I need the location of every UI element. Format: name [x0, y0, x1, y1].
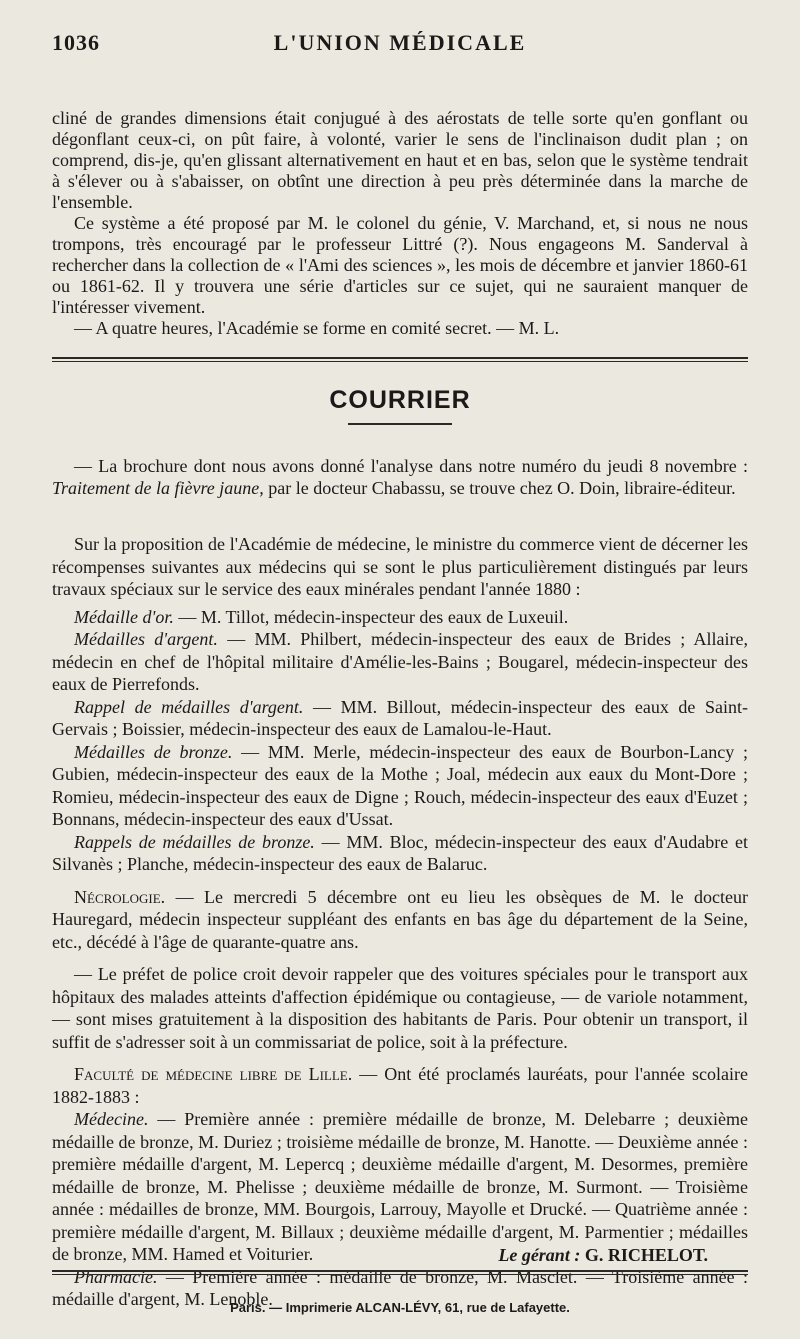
brochure-rest: par le docteur Chabassu, se trouve chez O. Doin, libraire-éditeur. — [263, 478, 736, 498]
police-paragraph: — Le préfet de police croit devoir rappeler que des voitures spéciales pour le transport aux hôpitaux des malades atteints d'affection épidémique ou contagieuse, — de variole notamment, — sont mises gratuitement à la disposition des habitants de Paris. Pour obtenir un transport, il suffit de s'adresser soit à un commissariat de police, soit à la préfecture. — [52, 964, 748, 1052]
proposal-paragraph: Sur la proposition de l'Académie de médecine, le ministre du commerce vient de décerner les récompenses suivantes aux médecins qui se sont le plus particulièrement distingués par leurs travaux spéciaux sur le service des eaux minérales pendant l'année 1880 : — [52, 534, 748, 599]
page-header — [52, 30, 748, 58]
award-label: Médaille d'or. — [74, 606, 174, 627]
award-item — [52, 628, 748, 696]
award-label: Médailles de bronze. — [74, 741, 233, 762]
award-label: Rappels de médailles de bronze. — [74, 831, 315, 852]
award-text: — MM. Merle, médecin-inspecteur des eaux de Bourbon-Lancy ; Gubien, médecin-inspecteur des eaux de la Mothe ; Joal, médecin aux eaux du Mont-Dore ; Romieu, médecin-inspecteur des eaux de Digne ; Rouch, médecin-inspecteur des eaux d'Euzet ; Bonnans, médecin-inspecteur des eaux d'Ussat. — [52, 741, 748, 829]
signature — [498, 1245, 708, 1266]
section-title: COURRIER — [329, 386, 471, 414]
article-continuation — [52, 108, 748, 339]
signature-role: Le gérant : — [498, 1245, 581, 1265]
faculte-text: — Ont été proclamés lauréats, pour l'année scolaire 1882-1883 : — [52, 1064, 748, 1107]
medecine-label: Médecine. — [74, 1109, 149, 1129]
faculte-paragraph — [52, 1063, 748, 1108]
journal-title: L'UNION MÉDICALE — [273, 30, 527, 55]
pharmacie-label: Pharmacie. — [74, 1266, 158, 1287]
award-label: Rappel de médailles d'argent. — [74, 696, 304, 717]
footer-divider — [52, 1270, 748, 1275]
award-item — [52, 741, 748, 831]
section-divider — [52, 357, 748, 362]
pharmacie-text: — Première année : médaille de bronze, M. Masclet. — Troisième année : médaille d'argent, M. Lenoble. — [52, 1266, 748, 1309]
award-text: — M. Tillot, médecin-inspecteur des eaux de Luxeuil. — [173, 606, 569, 627]
paragraph: — A quatre heures, l'Académie se forme en comité secret. — M. L. — [74, 318, 560, 338]
necrologie-text: — Le mercredi 5 décembre ont eu lieu les obsèques de M. le docteur Hauregard, médecin inspecteur suppléant des enfants en bas âge du département de la Seine, etc., décédé à l'âge de quarante-quatre ans. — [52, 886, 748, 952]
page-number: 1036 — [52, 30, 100, 55]
necrologie-paragraph — [52, 886, 748, 954]
award-text: — MM. Bloc, médecin-inspecteur des eaux d'Audabre et Silvanès ; Planche, médecin-inspecteur des eaux de Balaruc. — [52, 831, 748, 874]
title-underline — [348, 423, 452, 425]
brochure-notice — [52, 455, 748, 499]
medecine-text: — Première année : première médaille de bronze, M. Delebarre ; deuxième médaille de bronze, M. Duriez ; troisième médaille de bronze, M. Hanotte. — Deuxième année : première médaille d'argent, M. Lepercq ; deuxième médaille d'argent, M. Desormes, première médaille de bronze, M. Phelisse ; deuxième médaille de bronze, M. Surmont. — Troisième année : médailles de bronze, MM. Bourgois, Larrouy, Mayolle et Drucké. — Quatrième année : première médaille d'argent, M. Billaux ; deuxième médaille d'argent, M. Parmentier ; médailles de bronze, MM. Hamed et Voiturier. — [52, 1109, 748, 1264]
award-text: — MM. Billout, médecin-inspecteur des eaux de Saint-Gervais ; Boissier, médecin-inspecteur des eaux de Lamalou-le-Haut. — [52, 696, 748, 739]
medecine-paragraph — [52, 1108, 748, 1266]
necrologie-label: Nécrologie. — [74, 886, 166, 907]
paragraph: cliné de grandes dimensions était conjugué à des aérostats de telle sorte qu'en gonflant ou dégonflant ceux-ci, on pût faire, à volonté, varier le sens de l'inclinaison dudit plan ; on comprend, dis-je, qu'en glissant alternativement en haut et en bas, selon que le système tendrait à s'élever ou à s'abaisser, on obtînt une direction à peu près déterminée dans la marche de l'ensemble. — [52, 108, 748, 212]
award-item — [52, 831, 748, 876]
printer-line: Paris. — Imprimerie ALCAN-LÉVY, 61, rue de Lafayette. — [230, 1300, 570, 1315]
faculte-label: Faculté de médecine libre de Lille. — [74, 1064, 353, 1084]
award-item — [52, 606, 748, 629]
award-text: — MM. Philbert, médecin-inspecteur des eaux de Brides ; Allaire, médecin en chef de l'hôpital militaire d'Amélie-les-Bains ; Bougarel, médecin-inspecteur des eaux de Pierrefonds. — [52, 629, 748, 694]
paragraph: Ce système a été proposé par M. le colonel du génie, V. Marchand, et, si nous ne nous trompons, très encouragé par le professeur Littré (?). Nous engageons M. Sanderval à rechercher dans la collection de « l'Ami des sciences », les mois de décembre et janvier 1860-61 ou 1861-62. Il y trouvera une série d'articles sur ce sujet, qui ne sauraient manquer de l'intéresser vivement. — [52, 213, 748, 317]
courrier-body — [52, 533, 748, 1311]
award-label: Médailles d'argent. — [74, 629, 218, 649]
brochure-lead: — La brochure dont nous avons donné l'analyse dans notre numéro du jeudi 8 novembre : — [74, 456, 748, 476]
paragraph — [52, 455, 748, 499]
brochure-title: Traitement de la fièvre jaune, — [52, 478, 264, 498]
award-item — [52, 696, 748, 741]
signature-name: G. RICHELOT. — [580, 1245, 708, 1265]
